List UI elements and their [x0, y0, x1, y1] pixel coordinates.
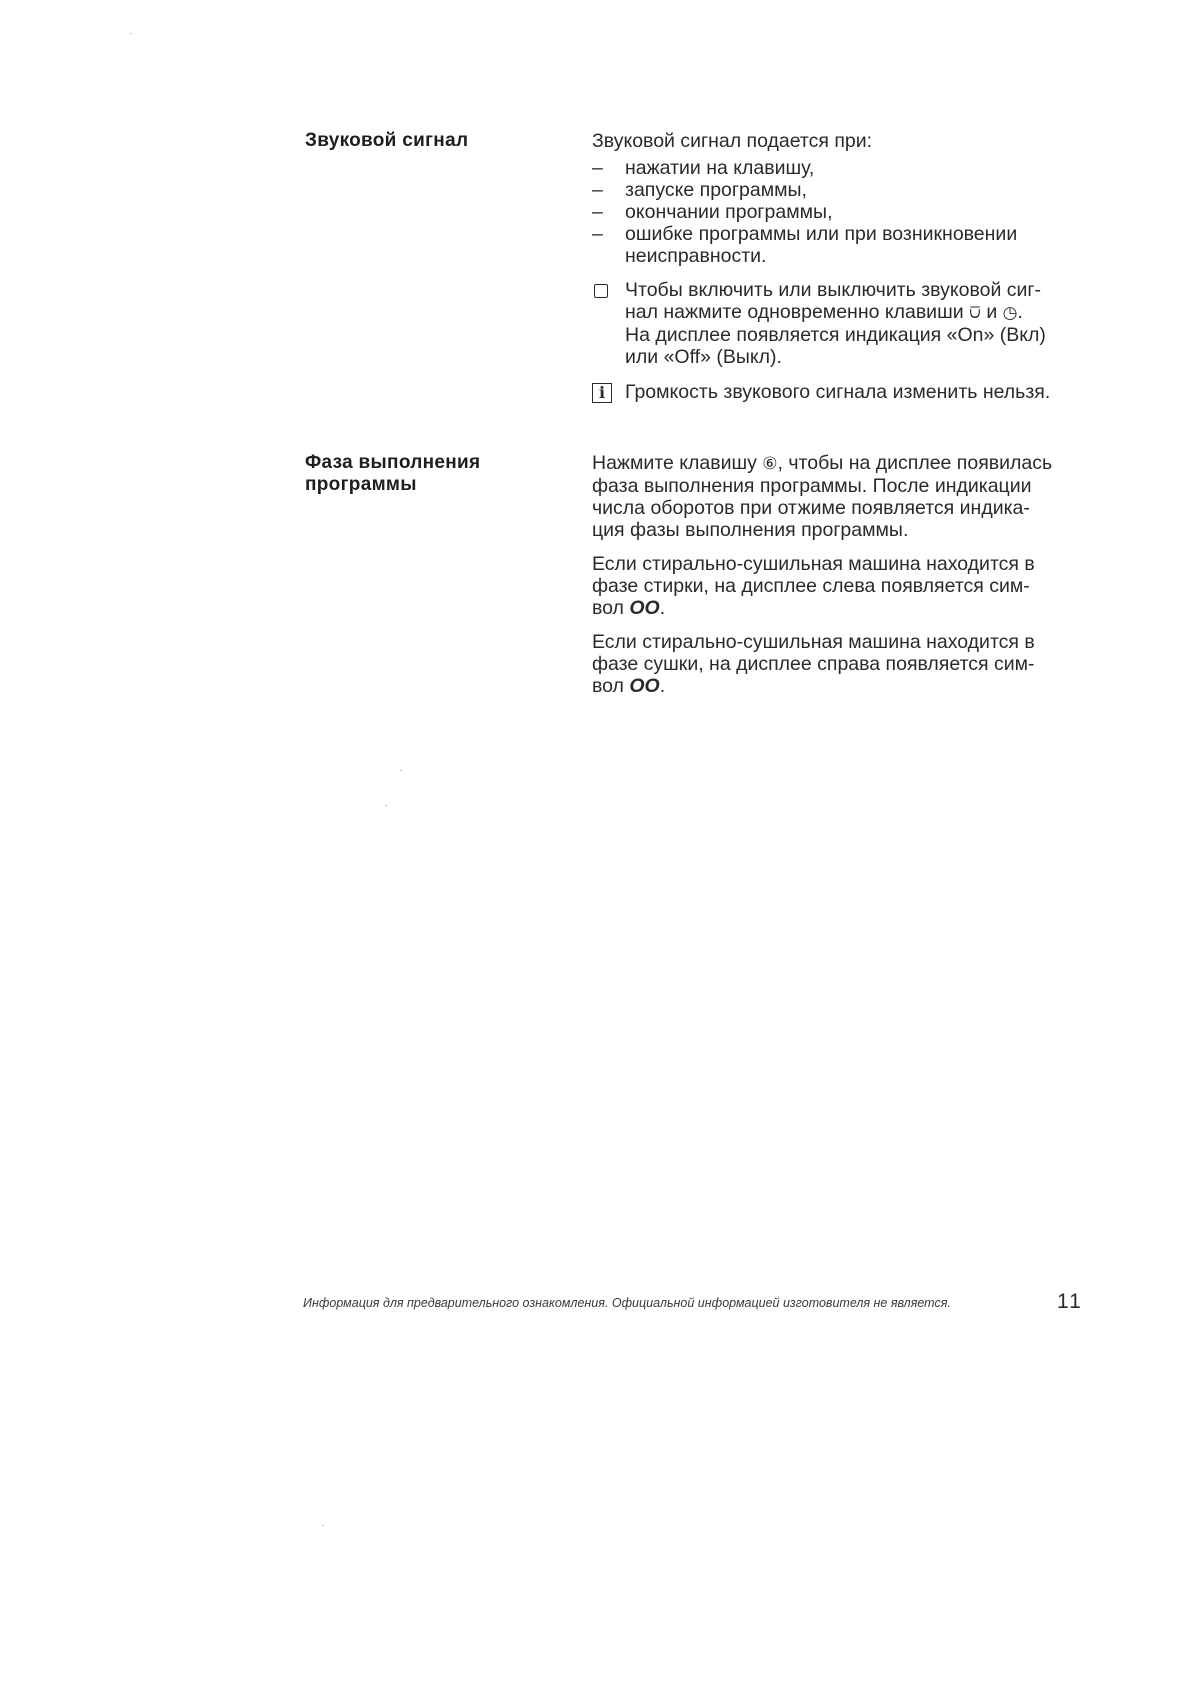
timer-key-icon: ◷ [1002, 303, 1018, 322]
scan-speck [385, 805, 387, 806]
paragraph-text: . [659, 597, 666, 619]
step-line: нал нажмите одновременно клавиши [625, 301, 970, 323]
paragraph-line: фазе стирки, на дисплее слева появляется сим- [592, 575, 1030, 597]
start-key-icon: ⩂ [969, 303, 981, 322]
list-item [592, 201, 1084, 223]
info-icon: i [592, 383, 612, 403]
instruction-step [592, 279, 1084, 368]
paragraph-line: Если стирально-сушильная машина находится в [592, 631, 1035, 653]
paragraph-line: Если стирально-сушильная машина находится в [592, 553, 1035, 575]
step-text: и [980, 301, 1003, 323]
heading-line: программы [305, 474, 417, 495]
list-item-text [625, 223, 1084, 267]
paragraph-line: числа оборотов при отжиме появляется индика- [592, 497, 1030, 519]
list-item [592, 157, 1084, 179]
paragraph-text: . [659, 675, 666, 697]
scan-speck [400, 770, 402, 771]
section-heading-sound-signal: Звуковой сигнал [305, 130, 469, 151]
step-checkbox-icon [592, 279, 625, 368]
list-item [592, 223, 1084, 267]
section-body-sound-signal [592, 130, 1084, 403]
step-line: или «Off» (Выкл). [625, 346, 782, 368]
heading-line: Фаза выполнения [305, 452, 481, 473]
sound-intro: Звуковой сигнал подается при: [592, 130, 873, 152]
paragraph-text: вол [592, 675, 630, 697]
list-item-line: неисправности. [625, 245, 767, 267]
dash-marker: – [592, 157, 603, 179]
step-line: Чтобы включить или выключить звуковой сиг- [625, 279, 1042, 301]
info-note-text: Громкость звукового сигнала изменить нельзя. [625, 381, 1051, 403]
dash-marker: – [592, 179, 603, 201]
phase-paragraph-1 [592, 452, 1084, 541]
info-note [592, 381, 1084, 403]
section-heading-program-phase [305, 452, 535, 496]
paragraph-line: фаза выполнения программы. После индикации [592, 475, 1032, 497]
sound-conditions-list [592, 157, 1084, 267]
footer-disclaimer: Информация для предварительного ознакомления. Официальной информацией изготовителя не является. [303, 1296, 951, 1310]
scan-speck [322, 1525, 324, 1526]
step-text: . [1017, 301, 1023, 323]
dash-marker: – [592, 201, 603, 223]
paragraph-text: , чтобы на дисплее появилась [777, 452, 1053, 474]
section-body-program-phase [592, 452, 1084, 697]
paragraph-line: ция фазы выполнения программы. [592, 519, 909, 541]
list-item-text: запуске программы, [625, 179, 807, 201]
page-number: 11 [1057, 1290, 1083, 1313]
paragraph-text: Нажмите клавишу [592, 452, 763, 474]
wash-phase-symbol: OO [629, 597, 660, 619]
phase-paragraph-2 [592, 553, 1084, 619]
list-item-text: окончании программы, [625, 201, 833, 223]
list-item-text: нажатии на клавишу, [625, 157, 815, 179]
dry-phase-symbol: OO [629, 675, 660, 697]
dash-marker: – [592, 223, 603, 245]
paragraph-text: вол [592, 597, 630, 619]
list-item [592, 179, 1084, 201]
scan-speck [130, 33, 132, 34]
list-item-line: ошибке программы или при возникновении [625, 223, 1018, 245]
phase-paragraph-3 [592, 631, 1084, 697]
phase-key-icon: ⑥ [762, 454, 778, 473]
paragraph-line: фазе сушки, на дисплее справа появляется сим- [592, 653, 1035, 675]
step-line: На дисплее появляется индикация «On» (Вкл) [625, 324, 1046, 346]
